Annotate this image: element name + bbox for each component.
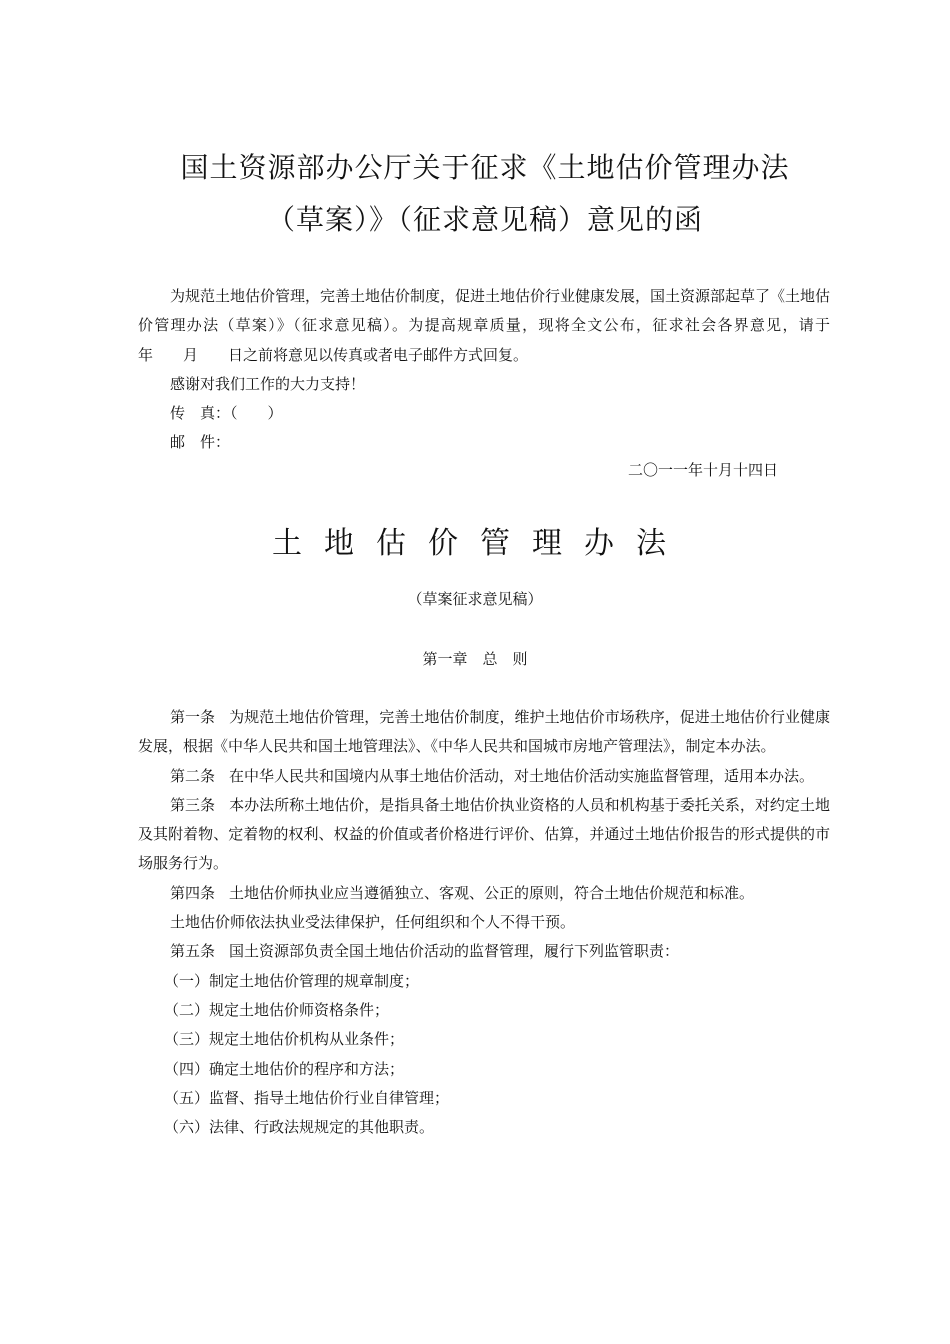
article-4-extra: 土地估价师依法执业受法律保护，任何组织和个人不得干预。 (170, 913, 576, 932)
article-2 (138, 762, 830, 791)
article-text: 本办法所称土地估价，是指具备土地估价执业资格的人员和机构基于委托关系，对约定土地及其附着物、定着物的权利、权益的价值或者价格进行评价、估算，并通过土地估价报告的形式提供的市场服务行为。 (138, 795, 830, 873)
article-number: 第一条 (170, 708, 216, 726)
letter-paragraph: 为规范土地估价管理，完善土地估价制度，促进土地估价行业健康发展，国土资源部起草了《土地估价管理办法（草案）》（征求意见稿）。为提高规章质量，现将全文公布，征求社会各界意见，请于 年 月 日之前将意见以传真或者电子邮件方式回复。 (138, 287, 876, 364)
letter-fax: 传 真：（ ） (170, 404, 283, 423)
letter-title (120, 142, 850, 246)
duty-item: （一）制定土地估价管理的规章制度； (164, 971, 420, 990)
chapter-heading: 第一章 总 则 (422, 650, 528, 668)
article-number: 第三条 (170, 795, 216, 814)
article-1 (138, 703, 830, 762)
letter-title-line-2: （草案）》（征求意见稿）意见的函 (266, 203, 703, 236)
measures-title: 土地估价管理办法 (272, 526, 688, 561)
measures-body (138, 703, 830, 1142)
article-number: 第四条 (170, 883, 216, 902)
letter-date: 二〇一一年十月十四日 (627, 461, 778, 479)
letter-email: 邮 件： (170, 433, 231, 452)
article-text: 为规范土地估价管理，完善土地估价制度，维护土地估价市场秩序，促进土地估价行业健康发展，根据《中华人民共和国土地管理法》、《中华人民共和国城市房地产管理法》，制定本办法。 (138, 708, 830, 756)
article-4 (138, 879, 830, 908)
article-5 (138, 937, 830, 966)
duty-item: （四）确定土地估价的程序和方法； (164, 1059, 405, 1078)
measures-subtitle: （草案征求意见稿） (407, 590, 543, 608)
article-text: 国土资源部负责全国土地估价活动的监督管理，履行下列监管职责： (229, 942, 680, 961)
letter-body (138, 282, 876, 458)
duty-item: （六）法律、行政法规规定的其他职责。 (164, 1118, 435, 1137)
article-number: 第五条 (170, 942, 216, 961)
duty-item: （三）规定土地估价机构从业条件； (164, 1030, 405, 1049)
article-text: 土地估价师执业应当遵循独立、客观、公正的原则，符合土地估价规范和标准。 (229, 883, 755, 902)
article-3 (138, 791, 830, 879)
article-number: 第二条 (170, 766, 216, 785)
duty-item: （二）规定土地估价师资格条件； (164, 1000, 390, 1019)
letter-title-line-1: 国土资源部办公厅关于征求《土地估价管理办法 (180, 151, 790, 184)
article-text: 在中华人民共和国境内从事土地估价活动，对土地估价活动实施监督管理，适用本办法。 (229, 766, 815, 785)
duty-item: （五）监督、指导土地估价行业自律管理； (164, 1088, 450, 1107)
letter-thanks: 感谢对我们工作的大力支持！ (170, 374, 366, 393)
